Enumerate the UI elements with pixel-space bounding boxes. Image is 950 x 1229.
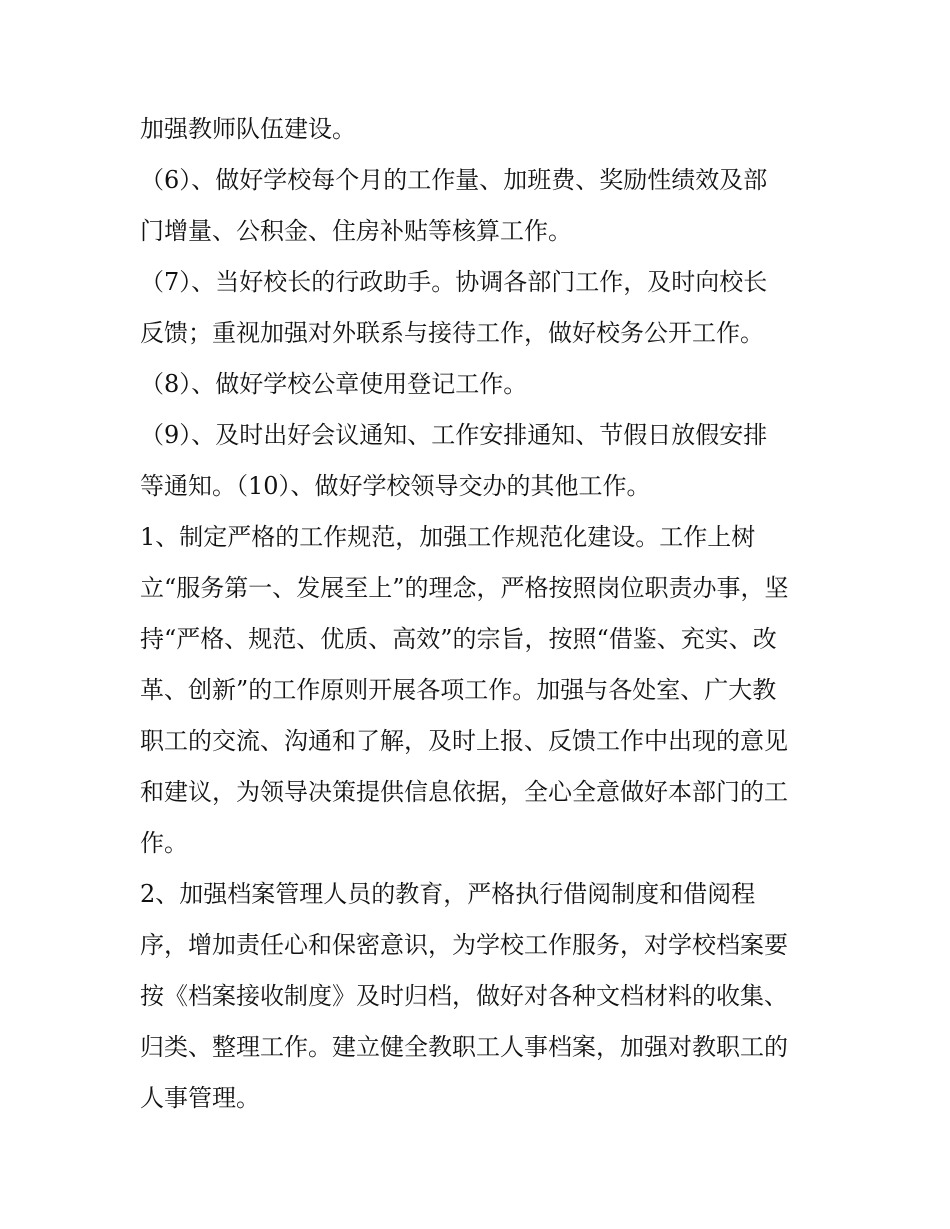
text-line: 2、加强档案管理人员的教育，严格执行借阅制度和借阅程 [140,880,756,908]
text-line: （7）、当好校长的行政助手。协调各部门工作，及时向校长 [140,268,768,296]
text-line: 1、制定严格的工作规范，加强工作规范化建设。工作上树 [140,523,756,551]
text-line: 人事管理。 [140,1084,260,1112]
text-line: 加强教师队伍建设。 [140,115,356,143]
text-line: 反馈；重视加强对外联系与接待工作，做好校务公开工作。 [140,319,764,347]
document-body [140,104,820,1124]
text-line: 门增量、公积金、住房补贴等核算工作。 [140,217,572,245]
text-line: 序，增加责任心和保密意识，为学校工作服务，对学校档案要 [140,931,788,959]
text-line: 革、创新”的工作原则开展各项工作。加强与各处室、广大教 [140,676,777,704]
text-line: 持“严格、规范、优质、高效”的宗旨，按照“借鉴、充实、改 [140,625,777,653]
text-line: （9）、及时出好会议通知、工作安排通知、节假日放假安排 [140,421,768,449]
text-line: 和建议，为领导决策提供信息依据，全心全意做好本部门的工 [140,778,788,806]
text-line: （8）、做好学校公章使用登记工作。 [140,370,528,398]
text-line: 等通知。（10）、做好学校领导交办的其他工作。 [140,472,651,500]
text-line: 作。 [140,829,188,857]
text-line: 归类、整理工作。建立健全教职工人事档案，加强对教职工的 [140,1033,788,1061]
text-line: 立“服务第一、发展至上”的理念，严格按照岗位职责办事，坚 [140,574,789,602]
text-line: 按《档案接收制度》及时归档，做好对各种文档材料的收集、 [140,982,788,1010]
text-line: 职工的交流、沟通和了解，及时上报、反馈工作中出现的意见 [140,727,788,755]
text-line: （6）、做好学校每个月的工作量、加班费、奖励性绩效及部 [140,166,768,194]
